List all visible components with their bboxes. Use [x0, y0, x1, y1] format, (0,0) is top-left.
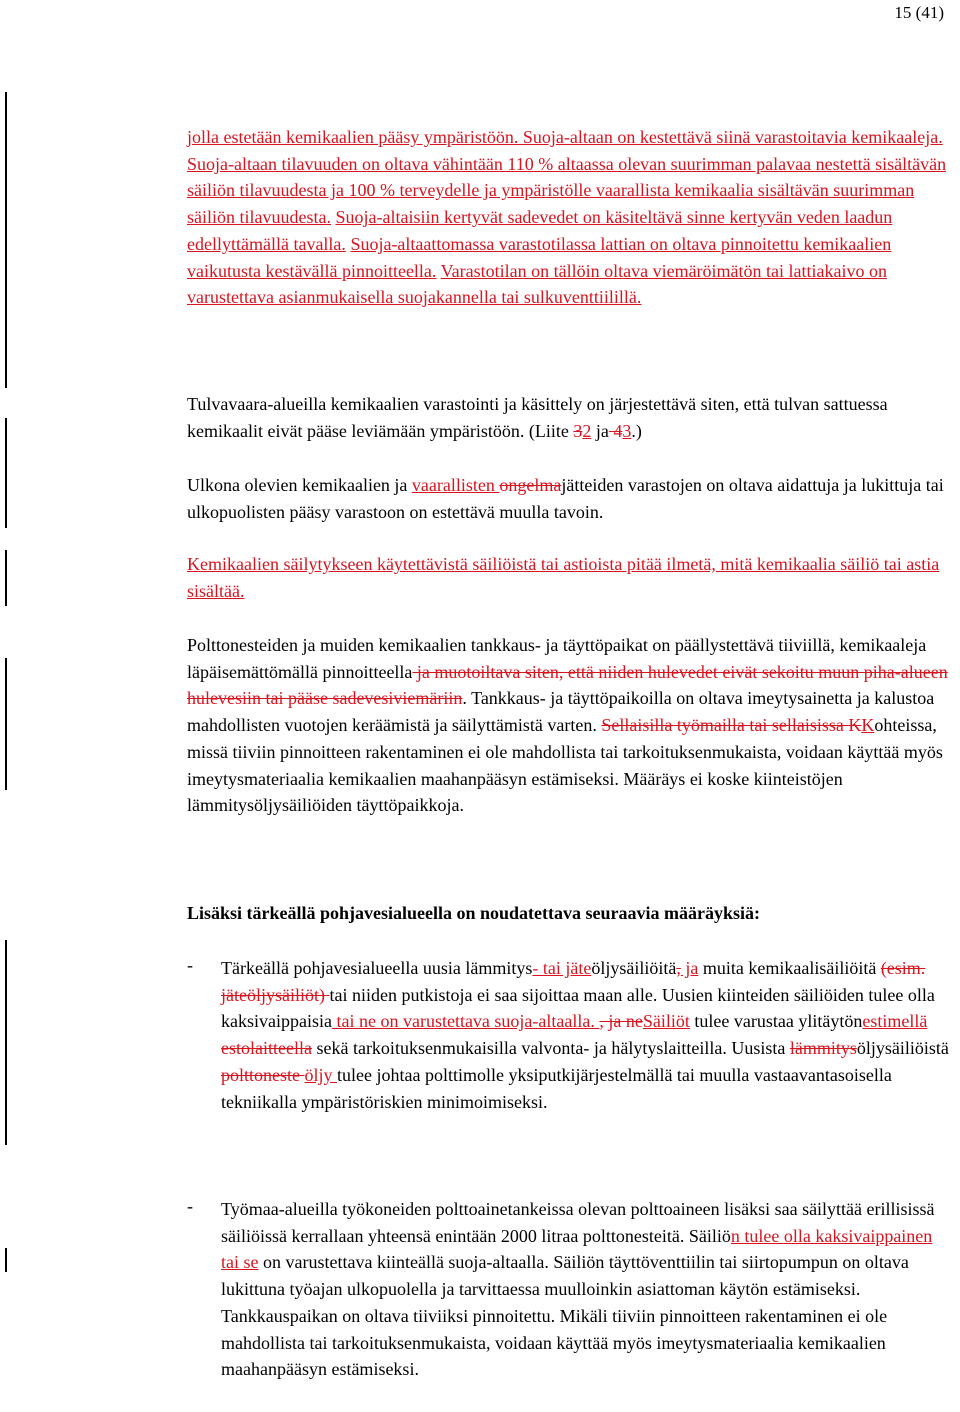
change-bar	[5, 472, 7, 528]
paragraph-sailytys	[187, 551, 952, 604]
deleted-text: ongelma	[499, 475, 562, 495]
paragraph-text: öljysäiliöitä	[591, 958, 677, 978]
inserted-text: 3	[622, 420, 632, 441]
paragraph-text: Tulvavaara-alueilla kemikaalien varastointi ja käsittely on järjestettävä siten, että tulvan sattuessa kemikaalit eivät pääse leviämään ympäristöön. (Liite	[187, 394, 888, 441]
inserted-text: tai ne on varustettava suoja-altaalla.	[331, 1011, 600, 1032]
deleted-text: , ja ne	[599, 1011, 643, 1032]
paragraph-text: Työmaa-alueilla työkoneiden polttoainetankeissa olevan polttoaineen lisäksi saa säilyttää erillisissä säiliöissä kerrallaan yhteensä enintään 2000 litraa polttonesteitä. Säiliö	[221, 1199, 935, 1246]
inserted-text: Suoja-altaisiin kertyvät sadevedet on käsiteltävä sinne kertyvän veden laadun edellyttämällä tavalla.	[187, 207, 893, 254]
inserted-text: öljy	[304, 1064, 338, 1085]
deleted-text: polttoneste	[221, 1064, 305, 1085]
change-bar	[5, 940, 7, 1145]
paragraph-text: tulee varustaa ylitäytön	[689, 1011, 863, 1032]
change-bar	[5, 658, 7, 790]
paragraph-text: Tärkeällä pohjavesialueella uusia lämmitys	[221, 958, 533, 978]
change-bar	[5, 418, 7, 474]
inserted-text: ja	[680, 958, 699, 978]
bullet-dash: -	[187, 1196, 193, 1216]
paragraph-text: muita kemikaalisäiliöitä	[698, 958, 881, 978]
inserted-text: Kemikaalien säilytykseen käytettävistä säiliöistä tai astioista pitää ilmetä, mitä kemikaalia säiliö tai astia sisältää.	[187, 554, 940, 601]
paragraph-suoja-allas	[187, 124, 952, 311]
inserted-text: estimellä	[862, 1011, 928, 1032]
deleted-text: estolaitteella	[221, 1038, 312, 1059]
deleted-text: ja muotoiltava siten, että niiden hulevedet eivät sekoitu muun piha-alueen hulevesiin tai pääse sadevesiviemäriin	[187, 661, 948, 709]
paragraph-text: Polttonesteiden ja muiden kemikaalien tankkaus- ja täyttöpaikat on päällystettävä tiiviillä, kemikaaleja läpäisemättömällä pinnoitteella	[187, 635, 927, 682]
inserted-text: K	[861, 715, 875, 736]
paragraph-text: sekä tarkoituksenmukaisilla valvonta- ja hälytyslaitteilla. Uusista	[311, 1038, 790, 1059]
paragraph-ulkona	[187, 472, 952, 525]
inserted-text: jolla estetään kemikaalien pääsy ympäristöön. Suoja-altaan on kestettävä siinä varastoitavia kemikaaleja. Suoja-altaan tilavuuden on oltava vähintään 110 % altaassa olevan suurimman palavaa nestettä sisältävän säiliön tilavuudesta ja 100 % terveydelle ja ympäristölle vaarallista kemikaalia sisältävän suurimman säiliön tilavuudesta.	[187, 127, 947, 228]
deleted-text: Sellaisilla työmailla tai sellaisissa K	[601, 715, 862, 736]
change-bar	[5, 92, 7, 388]
page-number: 15 (41)	[894, 3, 944, 22]
paragraph-text: ja	[591, 420, 609, 441]
change-bar	[5, 550, 7, 606]
inserted-text: n tulee olla kaksivaippainen tai se	[221, 1225, 933, 1273]
paragraph-text: ohteissa, missä tiiviin pinnoitteen rakentaminen ei ole mahdollista tai tarkoituksenmukaista, voidaan käyttää myös imeytysmateriaalia kemikaalien maahanpääsyn estämiseksi. Määräys ei koske kiinteistöjen lämmitysöljysäiliöiden täyttöpaikkoja.	[187, 715, 943, 816]
inserted-text: Varastotilan on tällöin oltava viemäröimätön tai lattiakaivo on varustettava asianmukaisella suojakannella tai sulkuventtiilillä.	[187, 260, 888, 308]
paragraph-text: Ulkona olevien kemikaalien ja	[187, 475, 412, 495]
paragraph-text: tai niiden putkistoja ei saa sijoittaa maan alle. Uusien kiinteiden säiliöiden tulee olla kaksivaippaisia	[221, 984, 935, 1032]
inserted-text: 2	[582, 420, 592, 441]
inserted-text: - tai jäte	[532, 958, 592, 978]
deleted-text: 4	[608, 420, 623, 441]
deleted-text: lämmitys	[789, 1038, 857, 1059]
inserted-text: vaarallisten	[411, 475, 500, 495]
paragraph-text: jätteiden varastojen on oltava aidattuja ja lukittuja tai ulkopuolisten pääsy varastoon on estettävä muulla tavoin.	[187, 475, 944, 522]
deleted-text: ,	[676, 958, 681, 978]
deleted-text: (esim. jäteöljysäiliöt)	[221, 958, 926, 1005]
bullet-item-pohjavesialue	[221, 955, 952, 1115]
bullet-dash: -	[187, 955, 193, 975]
paragraph-text: . Tankkaus- ja täyttöpaikoilla on oltava imeytysainetta ja kalustoa mahdollisten vuotojen keräämistä ja säilyttämistä varten.	[187, 688, 935, 736]
paragraph-tulvavaara	[187, 391, 952, 444]
deleted-text: 3	[573, 420, 583, 441]
paragraph-text: .)	[631, 420, 642, 441]
section-heading: Lisäksi tärkeällä pohjavesialueella on noudatettava seuraavia määräyksiä:	[187, 903, 761, 923]
bullet-item-tyomaa	[221, 1196, 952, 1383]
paragraph-text: on varustettava kiinteällä suoja-altaalla. Säiliön täyttöventtiilin tai siirtopumpun on oltava lukittuna työajan ulkopuolella ja tarvittaessa muulloinkin asiattoman käytön estämiseksi. Tankkauspaikan on oltava tiiviiksi pinnoitettu. Mikäli tiiviin pinnoitteen rakentaminen ei ole mahdollista tai tarkoituksenmukaista, voidaan käyttää myös imeytysmateriaalia kemikaalien maahanpääsyn estämiseksi.	[221, 1252, 909, 1380]
paragraph-tankkaus	[187, 632, 952, 819]
change-bar	[5, 1248, 7, 1272]
paragraph-text: tulee johtaa polttimolle yksiputkijärjestelmällä tai muulla vastaavantasoisella tekniikalla ympäristöriskien minimoimiseksi.	[221, 1064, 892, 1112]
inserted-text: Suoja-altaattomassa varastotilassa lattian on oltava pinnoitettu kemikaalien vaikutusta kestävällä pinnoitteella.	[187, 233, 892, 281]
inserted-text: Säiliöt	[642, 1011, 690, 1032]
paragraph-text: öljysäiliöistä	[856, 1038, 949, 1059]
